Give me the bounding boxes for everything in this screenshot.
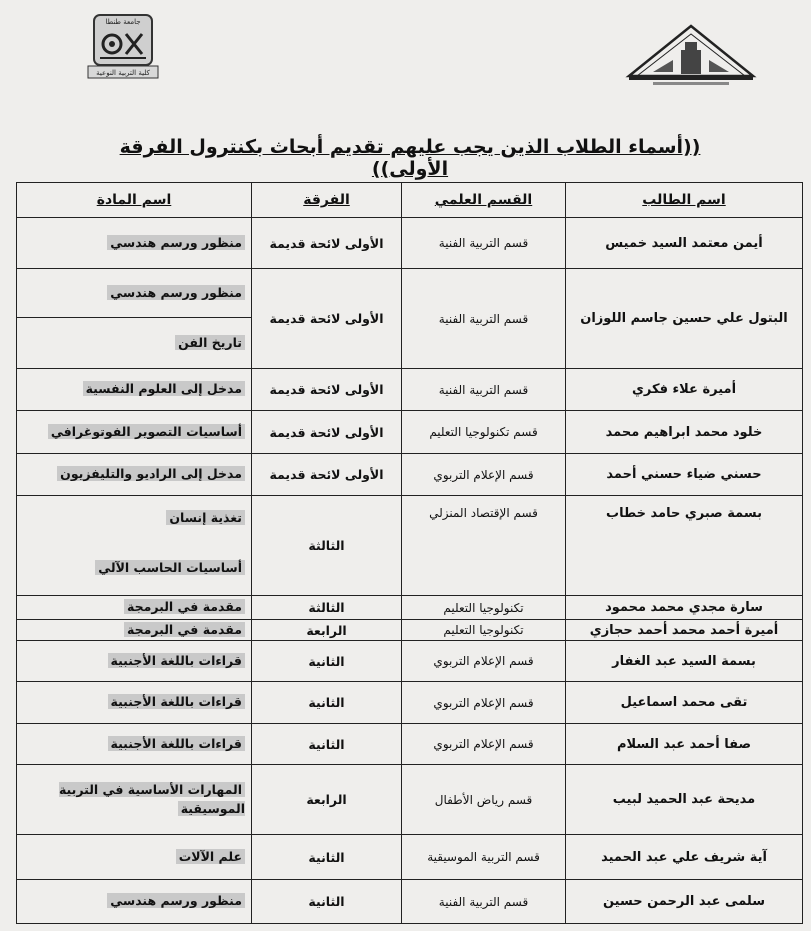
student-year: الأولى لائحة قديمة <box>252 218 402 269</box>
table-row <box>17 620 803 641</box>
student-name: أميرة أحمد محمد أحمد حجازي <box>566 620 803 641</box>
subject-name: منظور ورسم هندسي <box>107 285 245 300</box>
subject-cell <box>17 454 252 496</box>
student-department: قسم الإعلام التربوي <box>402 454 566 496</box>
student-department: قسم تكنولوجيا التعليم <box>402 411 566 454</box>
table-header-row <box>17 183 803 218</box>
student-department: قسم الإعلام التربوي <box>402 682 566 724</box>
table-row <box>17 682 803 724</box>
table-row <box>17 218 803 269</box>
subject-cell <box>17 724 252 765</box>
subject-cell <box>17 369 252 411</box>
student-year: الثانية <box>252 724 402 765</box>
student-name: آية شريف علي عبد الحميد <box>566 835 803 880</box>
header-department: القسم العلمي <box>402 183 566 218</box>
student-name: سارة مجدي محمد محمود <box>566 596 803 620</box>
student-year: الثالثة <box>252 596 402 620</box>
student-department: قسم التربية الموسيقية <box>402 835 566 880</box>
subject-name: قراءات باللغة الأجنبية <box>108 694 246 709</box>
student-year: الرابعة <box>252 620 402 641</box>
student-name: تقى محمد اسماعيل <box>566 682 803 724</box>
students-table <box>16 182 803 924</box>
student-name: أميرة علاء فكري <box>566 369 803 411</box>
student-name: أيمن معتمد السيد خميس <box>566 218 803 269</box>
subject-name: علم الآلات <box>176 849 245 864</box>
student-name: صفا أحمد عبد السلام <box>566 724 803 765</box>
subject-name: أساسيات الحاسب الآلي <box>95 560 245 575</box>
table-row <box>17 496 803 542</box>
student-name: مديحة عبد الحميد لبيب <box>566 765 803 835</box>
student-name: بسمة السيد عبد الغفار <box>566 641 803 682</box>
header-student-name: اسم الطالب <box>566 183 803 218</box>
subject-name: قراءات باللغة الأجنبية <box>108 653 246 668</box>
subject-cell <box>17 542 252 596</box>
student-year: الأولى لائحة قديمة <box>252 411 402 454</box>
student-department: قسم الإعلام التربوي <box>402 724 566 765</box>
student-year: الأولى لائحة قديمة <box>252 269 402 369</box>
subject-cell <box>17 318 252 369</box>
subject-name: قراءات باللغة الأجنبية <box>108 736 246 751</box>
student-name: البتول علي حسين جاسم اللوزان <box>566 269 803 369</box>
student-department: تكنولوجيا التعليم <box>402 596 566 620</box>
table-row <box>17 369 803 411</box>
table-row <box>17 596 803 620</box>
table-row <box>17 835 803 880</box>
subject-cell <box>17 765 252 835</box>
subject-name: مدخل إلى العلوم النفسية <box>83 381 245 396</box>
student-department: قسم التربية الفنية <box>402 369 566 411</box>
student-department: قسم التربية الفنية <box>402 880 566 924</box>
student-year: الرابعة <box>252 765 402 835</box>
subject-cell <box>17 496 252 542</box>
subject-name: مقدمة في البرمجة <box>124 599 245 614</box>
subject-cell <box>17 682 252 724</box>
table-row <box>17 724 803 765</box>
subject-name: مقدمة في البرمجة <box>124 622 245 637</box>
subject-cell <box>17 880 252 924</box>
subject-name: مدخل إلى الراديو والتليفزيون <box>57 466 245 481</box>
table-row <box>17 411 803 454</box>
subject-name: أساسيات التصوير الفوتوغرافي <box>48 424 245 439</box>
student-department: قسم التربية الفنية <box>402 218 566 269</box>
student-name: حسني ضياء حسني أحمد <box>566 454 803 496</box>
student-department: قسم رياض الأطفال <box>402 765 566 835</box>
header-subject: اسم المادة <box>17 183 252 218</box>
subject-cell <box>17 269 252 318</box>
header-year: الفرقة <box>252 183 402 218</box>
subject-name: تغذية إنسان <box>166 510 245 525</box>
subject-cell <box>17 411 252 454</box>
subject-name: المهارات الأساسية في التربية الموسيقية <box>58 781 245 816</box>
student-year: الثانية <box>252 682 402 724</box>
student-year: الأولى لائحة قديمة <box>252 369 402 411</box>
table-row <box>17 641 803 682</box>
subject-name: منظور ورسم هندسي <box>107 235 245 250</box>
table-row <box>17 454 803 496</box>
faculty-logo <box>80 12 166 82</box>
subject-cell <box>17 620 252 641</box>
student-name: بسمة صبري حامد خطاب <box>566 496 803 596</box>
student-department: تكنولوجيا التعليم <box>402 620 566 641</box>
table-row <box>17 880 803 924</box>
student-name: خلود محمد ابراهيم محمد <box>566 411 803 454</box>
student-year: الثانية <box>252 641 402 682</box>
student-year: الثانية <box>252 835 402 880</box>
subject-cell <box>17 596 252 620</box>
logo-top-text: جامعة طنطا <box>105 18 141 26</box>
student-department: قسم الإعلام التربوي <box>402 641 566 682</box>
student-department: قسم التربية الفنية <box>402 269 566 369</box>
university-logo <box>623 20 759 90</box>
table-row <box>17 765 803 835</box>
subject-cell <box>17 835 252 880</box>
student-year: الثانية <box>252 880 402 924</box>
student-year: الأولى لائحة قديمة <box>252 454 402 496</box>
subject-name: منظور ورسم هندسي <box>107 893 245 908</box>
student-department: قسم الإقتصاد المنزلي <box>402 496 566 596</box>
subject-cell <box>17 218 252 269</box>
subject-name: تاريخ الفن <box>175 335 245 350</box>
student-name: سلمى عبد الرحمن حسين <box>566 880 803 924</box>
logo-banner-text: كلية التربية النوعية <box>96 69 150 77</box>
student-year: الثالثة <box>252 496 402 596</box>
table-row <box>17 269 803 318</box>
page-title: ((أسماء الطلاب الذين يجب عليهم تقديم أبحاث بكنترول الفرقة الأولى)) <box>119 136 701 180</box>
subject-cell <box>17 641 252 682</box>
